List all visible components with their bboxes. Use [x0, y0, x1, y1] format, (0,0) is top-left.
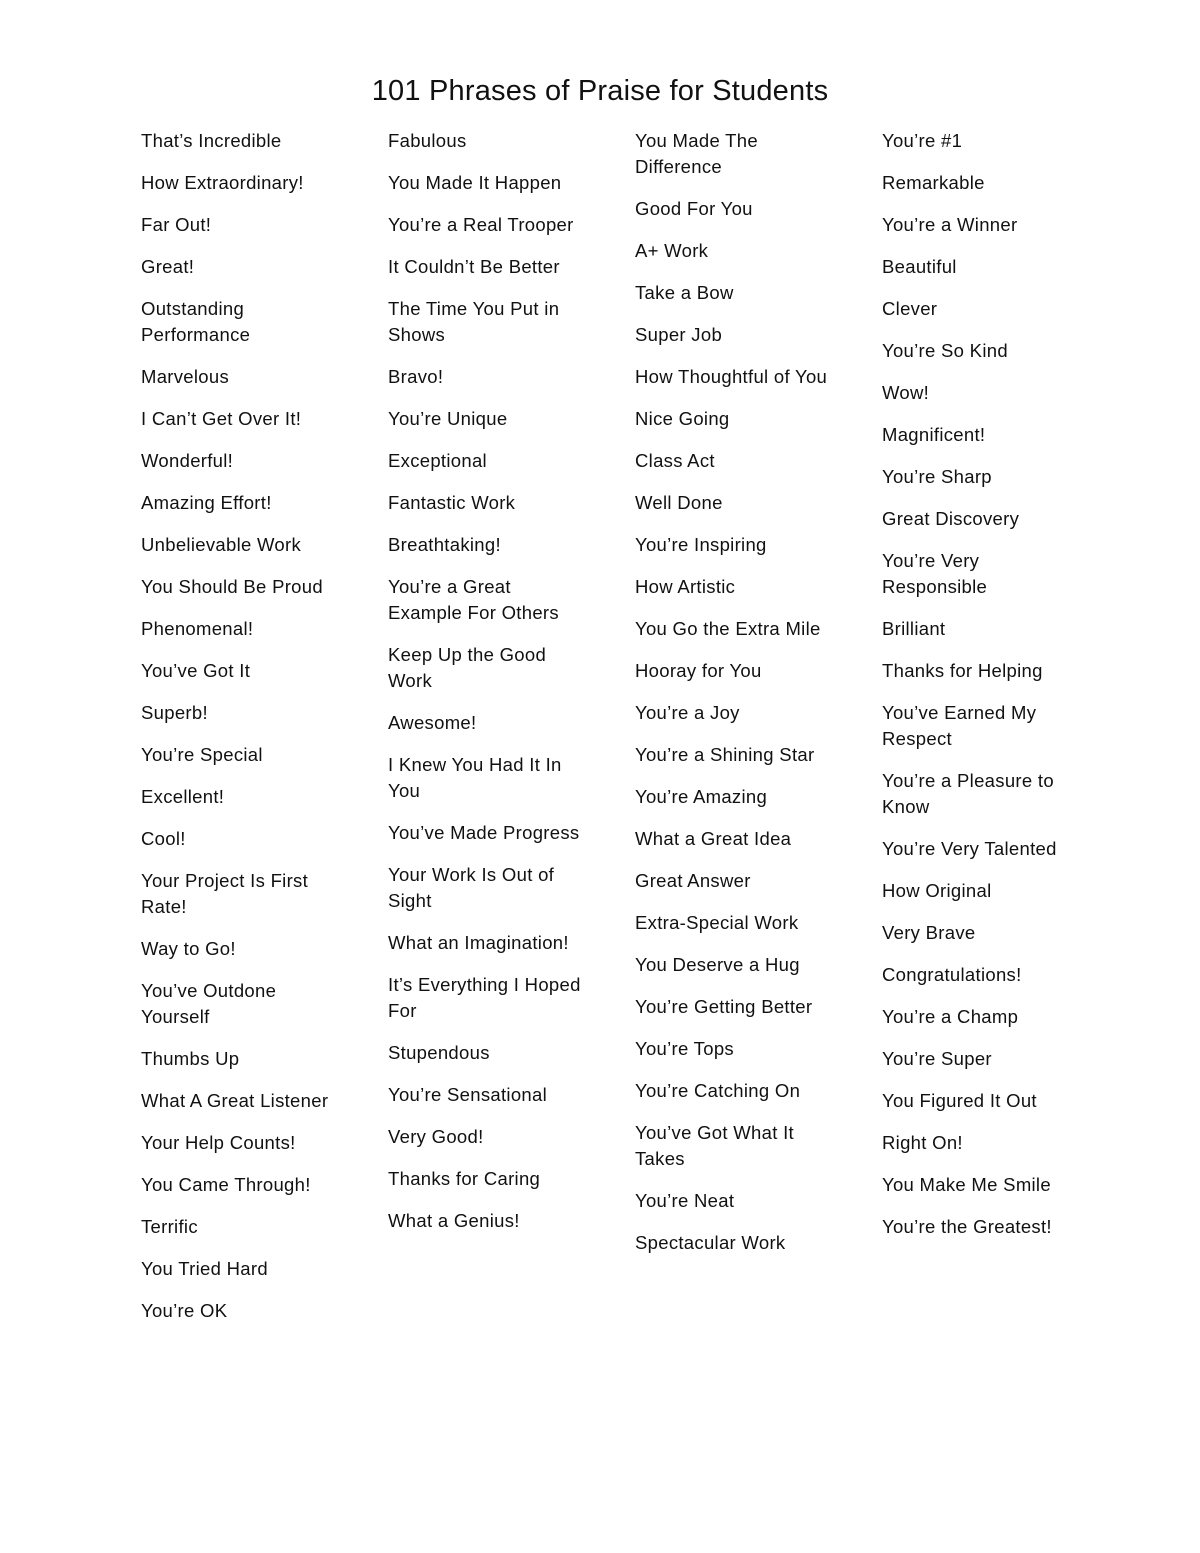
praise-phrase: A+ Work — [635, 240, 709, 261]
praise-phrase: Super Job — [635, 324, 723, 345]
praise-phrase: You Made The Difference — [635, 130, 758, 177]
praise-phrase: Way to Go! — [141, 938, 236, 959]
praise-phrase: You’re Very Talented — [882, 838, 1057, 859]
phrase-column-1 — [141, 128, 341, 1340]
praise-phrase: Great Answer — [635, 870, 751, 891]
praise-phrase: Terrific — [141, 1216, 198, 1237]
praise-phrase: Bravo! — [388, 366, 444, 387]
praise-phrase: You’re Neat — [635, 1190, 735, 1211]
praise-phrase: You’re Super — [882, 1048, 992, 1069]
praise-phrase: Awesome! — [388, 712, 477, 733]
praise-phrase: You’ve Got What It Takes — [635, 1122, 794, 1169]
praise-phrase: Your Work Is Out of Sight — [388, 864, 555, 911]
praise-phrase: Unbelievable Work — [141, 534, 302, 555]
praise-phrase: Remarkable — [882, 172, 985, 193]
phrase-column-4 — [882, 128, 1082, 1256]
praise-phrase: You’re Sharp — [882, 466, 992, 487]
praise-phrase: Hooray for You — [635, 660, 762, 681]
praise-phrase: Wow! — [882, 382, 930, 403]
praise-phrase: You’ve Earned My Respect — [882, 702, 1037, 749]
praise-phrase: It Couldn’t Be Better — [388, 256, 560, 277]
praise-phrase: Well Done — [635, 492, 723, 513]
praise-phrase: Right On! — [882, 1132, 963, 1153]
document-title: 101 Phrases of Praise for Students — [371, 75, 829, 107]
praise-phrase: Wonderful! — [141, 450, 234, 471]
praise-phrase: The Time You Put in Shows — [388, 298, 560, 345]
praise-phrase: What a Great Idea — [635, 828, 792, 849]
praise-phrase: Fabulous — [388, 130, 467, 151]
praise-phrase: I Knew You Had It In You — [388, 754, 562, 801]
praise-phrase: Exceptional — [388, 450, 487, 471]
praise-phrase: You’re a Great Example For Others — [388, 576, 559, 623]
praise-phrase: Stupendous — [388, 1042, 490, 1063]
praise-phrase: You’re Catching On — [635, 1080, 801, 1101]
praise-phrase: Brilliant — [882, 618, 946, 639]
praise-phrase: You’re Getting Better — [635, 996, 813, 1017]
praise-phrase: Extra-Special Work — [635, 912, 799, 933]
praise-phrase: That’s Incredible — [141, 130, 282, 151]
praise-phrase: I Can’t Get Over It! — [141, 408, 302, 429]
praise-phrase: Breathtaking! — [388, 534, 501, 555]
praise-phrase: Thanks for Caring — [388, 1168, 541, 1189]
praise-phrase: Beautiful — [882, 256, 957, 277]
praise-phrase: How Artistic — [635, 576, 736, 597]
praise-phrase: Your Help Counts! — [141, 1132, 296, 1153]
praise-phrase: Your Project Is First Rate! — [141, 870, 309, 917]
praise-phrase: You Should Be Proud — [141, 576, 323, 597]
praise-phrase: Magnificent! — [882, 424, 986, 445]
praise-phrase: Congratulations! — [882, 964, 1022, 985]
praise-phrase: Great Discovery — [882, 508, 1020, 529]
praise-phrase: It’s Everything I Hoped For — [388, 974, 581, 1021]
praise-phrase: You Go the Extra Mile — [635, 618, 821, 639]
praise-phrase: You’re Inspiring — [635, 534, 767, 555]
praise-phrase: What A Great Listener — [141, 1090, 329, 1111]
praise-phrase: You’ve Got It — [141, 660, 251, 681]
praise-phrase: You’re Sensational — [388, 1084, 548, 1105]
praise-phrase: You Make Me Smile — [882, 1174, 1051, 1195]
praise-phrase: You’re a Pleasure to Know — [882, 770, 1054, 817]
praise-phrase: Amazing Effort! — [141, 492, 272, 513]
praise-phrase: Nice Going — [635, 408, 730, 429]
praise-phrase: You’re Unique — [388, 408, 508, 429]
praise-phrase: How Original — [882, 880, 992, 901]
praise-phrase: You’re a Winner — [882, 214, 1018, 235]
praise-phrase: You’re #1 — [882, 130, 963, 151]
praise-phrase: Keep Up the Good Work — [388, 644, 547, 691]
phrase-column-3 — [635, 128, 835, 1272]
praise-phrase: Clever — [882, 298, 938, 319]
praise-phrase: Very Brave — [882, 922, 976, 943]
praise-phrase: You’re a Shining Star — [635, 744, 815, 765]
praise-phrase: Great! — [141, 256, 195, 277]
praise-phrase: You Made It Happen — [388, 172, 562, 193]
praise-phrase: Excellent! — [141, 786, 225, 807]
praise-phrase: How Thoughtful of You — [635, 366, 828, 387]
praise-phrase: You’re Tops — [635, 1038, 734, 1059]
praise-phrase: You’re a Champ — [882, 1006, 1019, 1027]
praise-phrase: Superb! — [141, 702, 208, 723]
praise-phrase: You’ve Made Progress — [388, 822, 580, 843]
praise-phrase: You’re OK — [141, 1300, 228, 1321]
praise-phrase: You’re Special — [141, 744, 263, 765]
praise-phrase: You’re a Real Trooper — [388, 214, 574, 235]
praise-phrase: Very Good! — [388, 1126, 484, 1147]
praise-phrase: Phenomenal! — [141, 618, 254, 639]
praise-phrase: Marvelous — [141, 366, 230, 387]
praise-phrase: Cool! — [141, 828, 186, 849]
praise-phrase: Take a Bow — [635, 282, 734, 303]
praise-phrase: Thanks for Helping — [882, 660, 1043, 681]
praise-phrase: Outstanding Performance — [141, 298, 251, 345]
praise-phrase: You’re a Joy — [635, 702, 740, 723]
praise-phrase: You’re So Kind — [882, 340, 1008, 361]
praise-phrase: You’re Amazing — [635, 786, 768, 807]
praise-phrase: You Figured It Out — [882, 1090, 1037, 1111]
praise-phrase: What an Imagination! — [388, 932, 569, 953]
praise-phrase: Class Act — [635, 450, 715, 471]
praise-phrase: You’re Very Responsible — [882, 550, 988, 597]
praise-phrase: You Deserve a Hug — [635, 954, 800, 975]
praise-phrase: You Came Through! — [141, 1174, 311, 1195]
praise-phrase: You Tried Hard — [141, 1258, 268, 1279]
praise-phrase: You’ve Outdone Yourself — [141, 980, 277, 1027]
praise-phrase: Spectacular Work — [635, 1232, 786, 1253]
praise-phrase: Fantastic Work — [388, 492, 516, 513]
praise-phrase: You’re the Greatest! — [882, 1216, 1052, 1237]
praise-phrase: Good For You — [635, 198, 753, 219]
praise-phrase: What a Genius! — [388, 1210, 520, 1231]
praise-phrase: How Extraordinary! — [141, 172, 304, 193]
praise-phrase: Far Out! — [141, 214, 212, 235]
praise-phrase: Thumbs Up — [141, 1048, 240, 1069]
phrase-column-2 — [388, 128, 588, 1250]
